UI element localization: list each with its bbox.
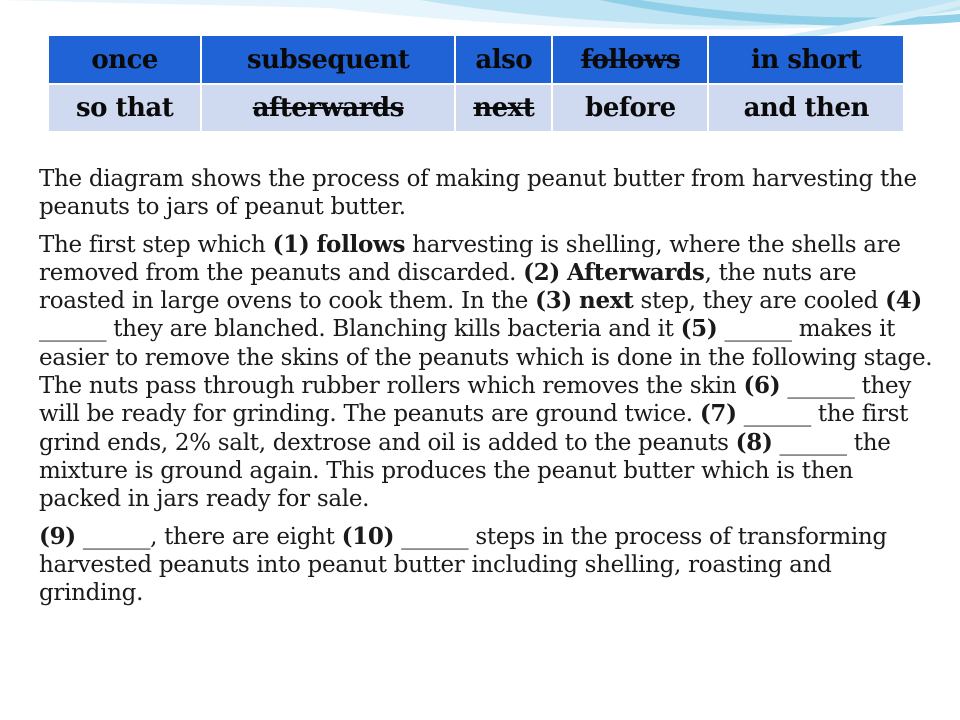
word-bank-table xyxy=(49,36,903,131)
summary-paragraph xyxy=(39,523,939,608)
gap-number: (7) xyxy=(699,400,737,428)
gap-number: (1) xyxy=(272,230,310,258)
word-bank-row xyxy=(49,36,903,85)
text-segment: The first step which xyxy=(39,231,273,258)
word-cell: once xyxy=(49,36,202,85)
word-cell: before xyxy=(553,85,709,131)
word-cell: subsequent xyxy=(202,36,456,85)
text-segment: ______ the first grind ends, 2% salt, dextrose and oil is added to the peanuts xyxy=(39,401,909,456)
word-cell: so that xyxy=(49,85,202,131)
word-cell: in short xyxy=(709,36,903,85)
text-segment: ______ the mixture is ground again. This produces the peanut butter which is then packed in jars ready for sale. xyxy=(39,429,891,513)
gap-number: (5) xyxy=(680,315,718,343)
text-segment: ______ they are blanched. Blanching kills bacteria and it xyxy=(39,316,681,343)
word-cell: and then xyxy=(709,85,903,131)
gap-number: (4) xyxy=(885,287,922,315)
gap-number: (2) xyxy=(523,258,560,286)
text-segment: harvesting is shelling, where the shells are removed from the peanuts and discarded. xyxy=(39,231,901,286)
word-cell-used: follows xyxy=(553,36,709,85)
text-segment: , the nuts are roasted in large ovens to cook them. In the xyxy=(39,259,857,315)
word-cell-used: afterwards xyxy=(202,85,456,131)
gap-answer: follows xyxy=(316,230,406,258)
intro-paragraph: The diagram shows the process of making peanut butter from harvesting the peanuts to jars of peanut butter. xyxy=(39,166,917,221)
gap-number: (8) xyxy=(735,428,773,456)
text-segment: ______ makes it easier to remove the skins of the peanuts which is done in the following stage. The nuts pass through rubber rollers which removes the skin xyxy=(39,316,933,400)
text-segment: ______ steps in the process of transforming harvested peanuts into peanut butter including shelling, roasting and grinding. xyxy=(39,523,887,607)
text-segment: ______ they will be ready for grinding. The peanuts are ground twice. xyxy=(39,373,912,428)
gap-answer: next xyxy=(579,287,634,315)
word-cell: also xyxy=(456,36,553,85)
gap-number: (10) xyxy=(341,522,395,550)
gap-number: (6) xyxy=(743,372,781,400)
text-segment: step, they are cooled xyxy=(633,288,886,315)
word-cell-used: next xyxy=(456,85,553,131)
process-paragraph xyxy=(39,231,939,514)
gap-number: (3) xyxy=(535,287,572,315)
passage-text xyxy=(39,165,939,616)
gap-answer: Afterwards xyxy=(567,258,705,286)
gap-number: (9) xyxy=(39,522,76,550)
text-segment: ______, there are eight xyxy=(75,523,342,550)
word-bank-row xyxy=(49,85,903,131)
